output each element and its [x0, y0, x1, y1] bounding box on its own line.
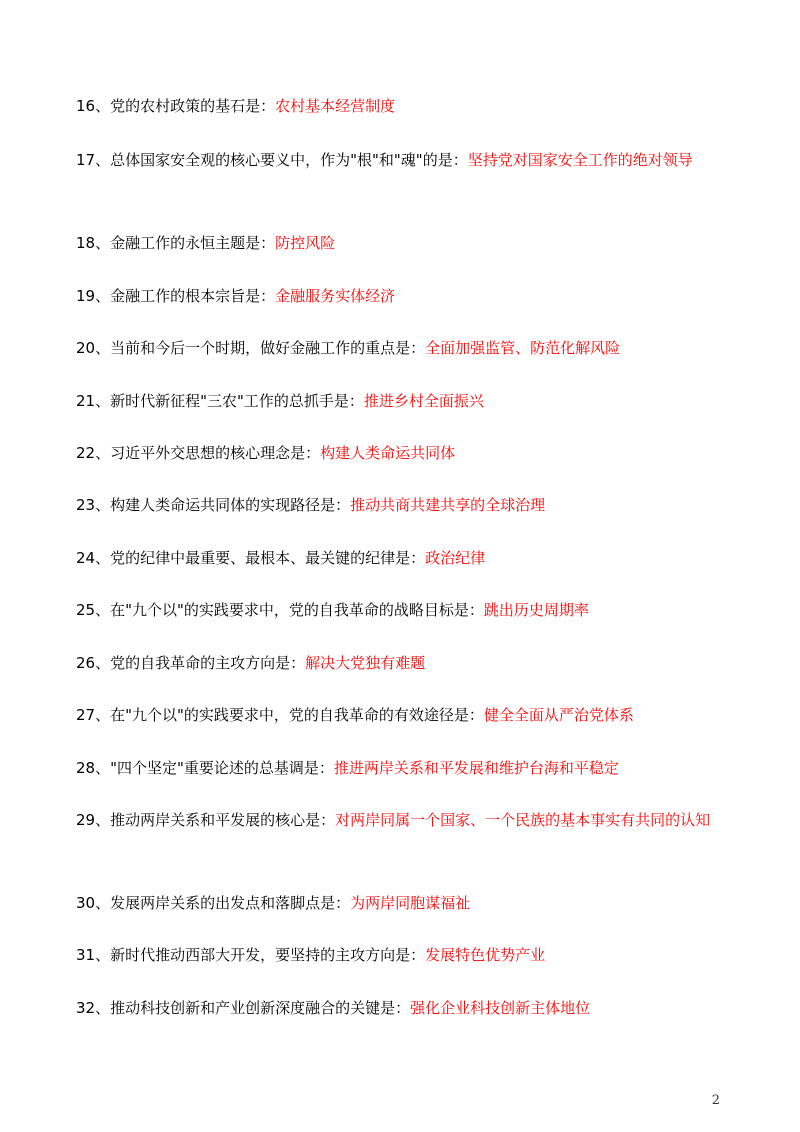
item-question: 党的纪律中最重要、最根本、最关键的纪律是： — [110, 549, 426, 567]
item-number: 17、 — [76, 151, 111, 169]
qa-item-23 — [76, 487, 726, 524]
qa-item-20 — [76, 330, 726, 367]
item-question: 推动科技创新和产业创新深度融合的关键是： — [110, 999, 411, 1017]
qa-item-25 — [76, 592, 726, 629]
qa-item-26 — [76, 645, 726, 682]
item-number: 25、 — [76, 601, 111, 619]
item-number: 27、 — [76, 706, 111, 724]
item-number: 26、 — [76, 654, 111, 672]
qa-item-18 — [76, 225, 726, 262]
item-answer: 解决大党独有难题 — [305, 654, 426, 672]
item-question: 发展两岸关系的出发点和落脚点是： — [110, 894, 351, 912]
item-answer: 跳出历史周期率 — [483, 601, 589, 619]
item-number: 23、 — [76, 496, 111, 514]
item-number: 32、 — [76, 999, 111, 1017]
item-number: 18、 — [76, 234, 111, 252]
item-question: 习近平外交思想的核心理念是： — [110, 444, 321, 462]
item-question: 总体国家安全观的核心要义中，作为"根"和"魂"的是： — [110, 151, 468, 169]
item-number: 30、 — [76, 894, 111, 912]
item-question: 金融工作的永恒主题是： — [110, 234, 276, 252]
item-number: 21、 — [76, 392, 111, 410]
item-question: 当前和今后一个时期，做好金融工作的重点是： — [110, 339, 426, 357]
item-question: 金融工作的根本宗旨是： — [110, 287, 276, 305]
item-question: 构建人类命运共同体的实现路径是： — [110, 496, 351, 514]
item-answer: 推动共商共建共享的全球治理 — [350, 496, 546, 514]
item-answer: 健全全面从严治党体系 — [483, 706, 634, 724]
item-answer: 推进乡村全面振兴 — [363, 392, 484, 410]
item-number: 29、 — [76, 811, 111, 829]
item-answer: 防控风险 — [275, 234, 336, 252]
item-number: 19、 — [76, 287, 111, 305]
qa-item-31 — [76, 937, 726, 974]
qa-item-16 — [76, 88, 726, 125]
item-question: 新时代新征程"三农"工作的总抓手是： — [110, 392, 364, 410]
item-question: 党的农村政策的基石是： — [110, 97, 276, 115]
item-number: 20、 — [76, 339, 111, 357]
qa-item-30 — [76, 885, 726, 922]
item-question: 在"九个以"的实践要求中，党的自我革命的有效途径是： — [110, 706, 484, 724]
item-answer: 对两岸同属一个国家、一个民族的基本事实有共同的认知 — [335, 811, 711, 829]
item-answer: 全面加强监管、防范化解风险 — [425, 339, 621, 357]
item-question: "四个坚定"重要论述的总基调是： — [110, 759, 334, 777]
item-answer: 强化企业科技创新主体地位 — [410, 999, 591, 1017]
qa-item-22 — [76, 435, 726, 472]
item-question: 推动两岸关系和平发展的核心是： — [110, 811, 336, 829]
qa-item-27 — [76, 697, 726, 734]
item-answer: 政治纪律 — [425, 549, 486, 567]
qa-item-21 — [76, 383, 726, 420]
qa-item-19 — [76, 278, 726, 315]
item-answer: 农村基本经营制度 — [275, 97, 396, 115]
item-answer: 金融服务实体经济 — [275, 287, 396, 305]
qa-item-32 — [76, 990, 726, 1027]
item-answer: 发展特色优势产业 — [425, 946, 546, 964]
item-number: 24、 — [76, 549, 111, 567]
item-answer: 推进两岸关系和平发展和维护台海和平稳定 — [333, 759, 619, 777]
item-answer: 坚持党对国家安全工作的绝对领导 — [467, 151, 693, 169]
item-answer: 为两岸同胞谋福祉 — [350, 894, 471, 912]
item-number: 28、 — [76, 759, 111, 777]
item-answer: 构建人类命运共同体 — [320, 444, 456, 462]
item-number: 16、 — [76, 97, 111, 115]
item-question: 党的自我革命的主攻方向是： — [110, 654, 306, 672]
item-question: 新时代推动西部大开发，要坚持的主攻方向是： — [110, 946, 426, 964]
item-question: 在"九个以"的实践要求中，党的自我革命的战略目标是： — [110, 601, 484, 619]
qa-item-28 — [76, 750, 726, 787]
qa-item-17 — [76, 142, 726, 179]
qa-item-29 — [76, 802, 726, 839]
page-number: 2 — [711, 1093, 720, 1108]
qa-item-24 — [76, 540, 726, 577]
item-number: 22、 — [76, 444, 111, 462]
item-number: 31、 — [76, 946, 111, 964]
